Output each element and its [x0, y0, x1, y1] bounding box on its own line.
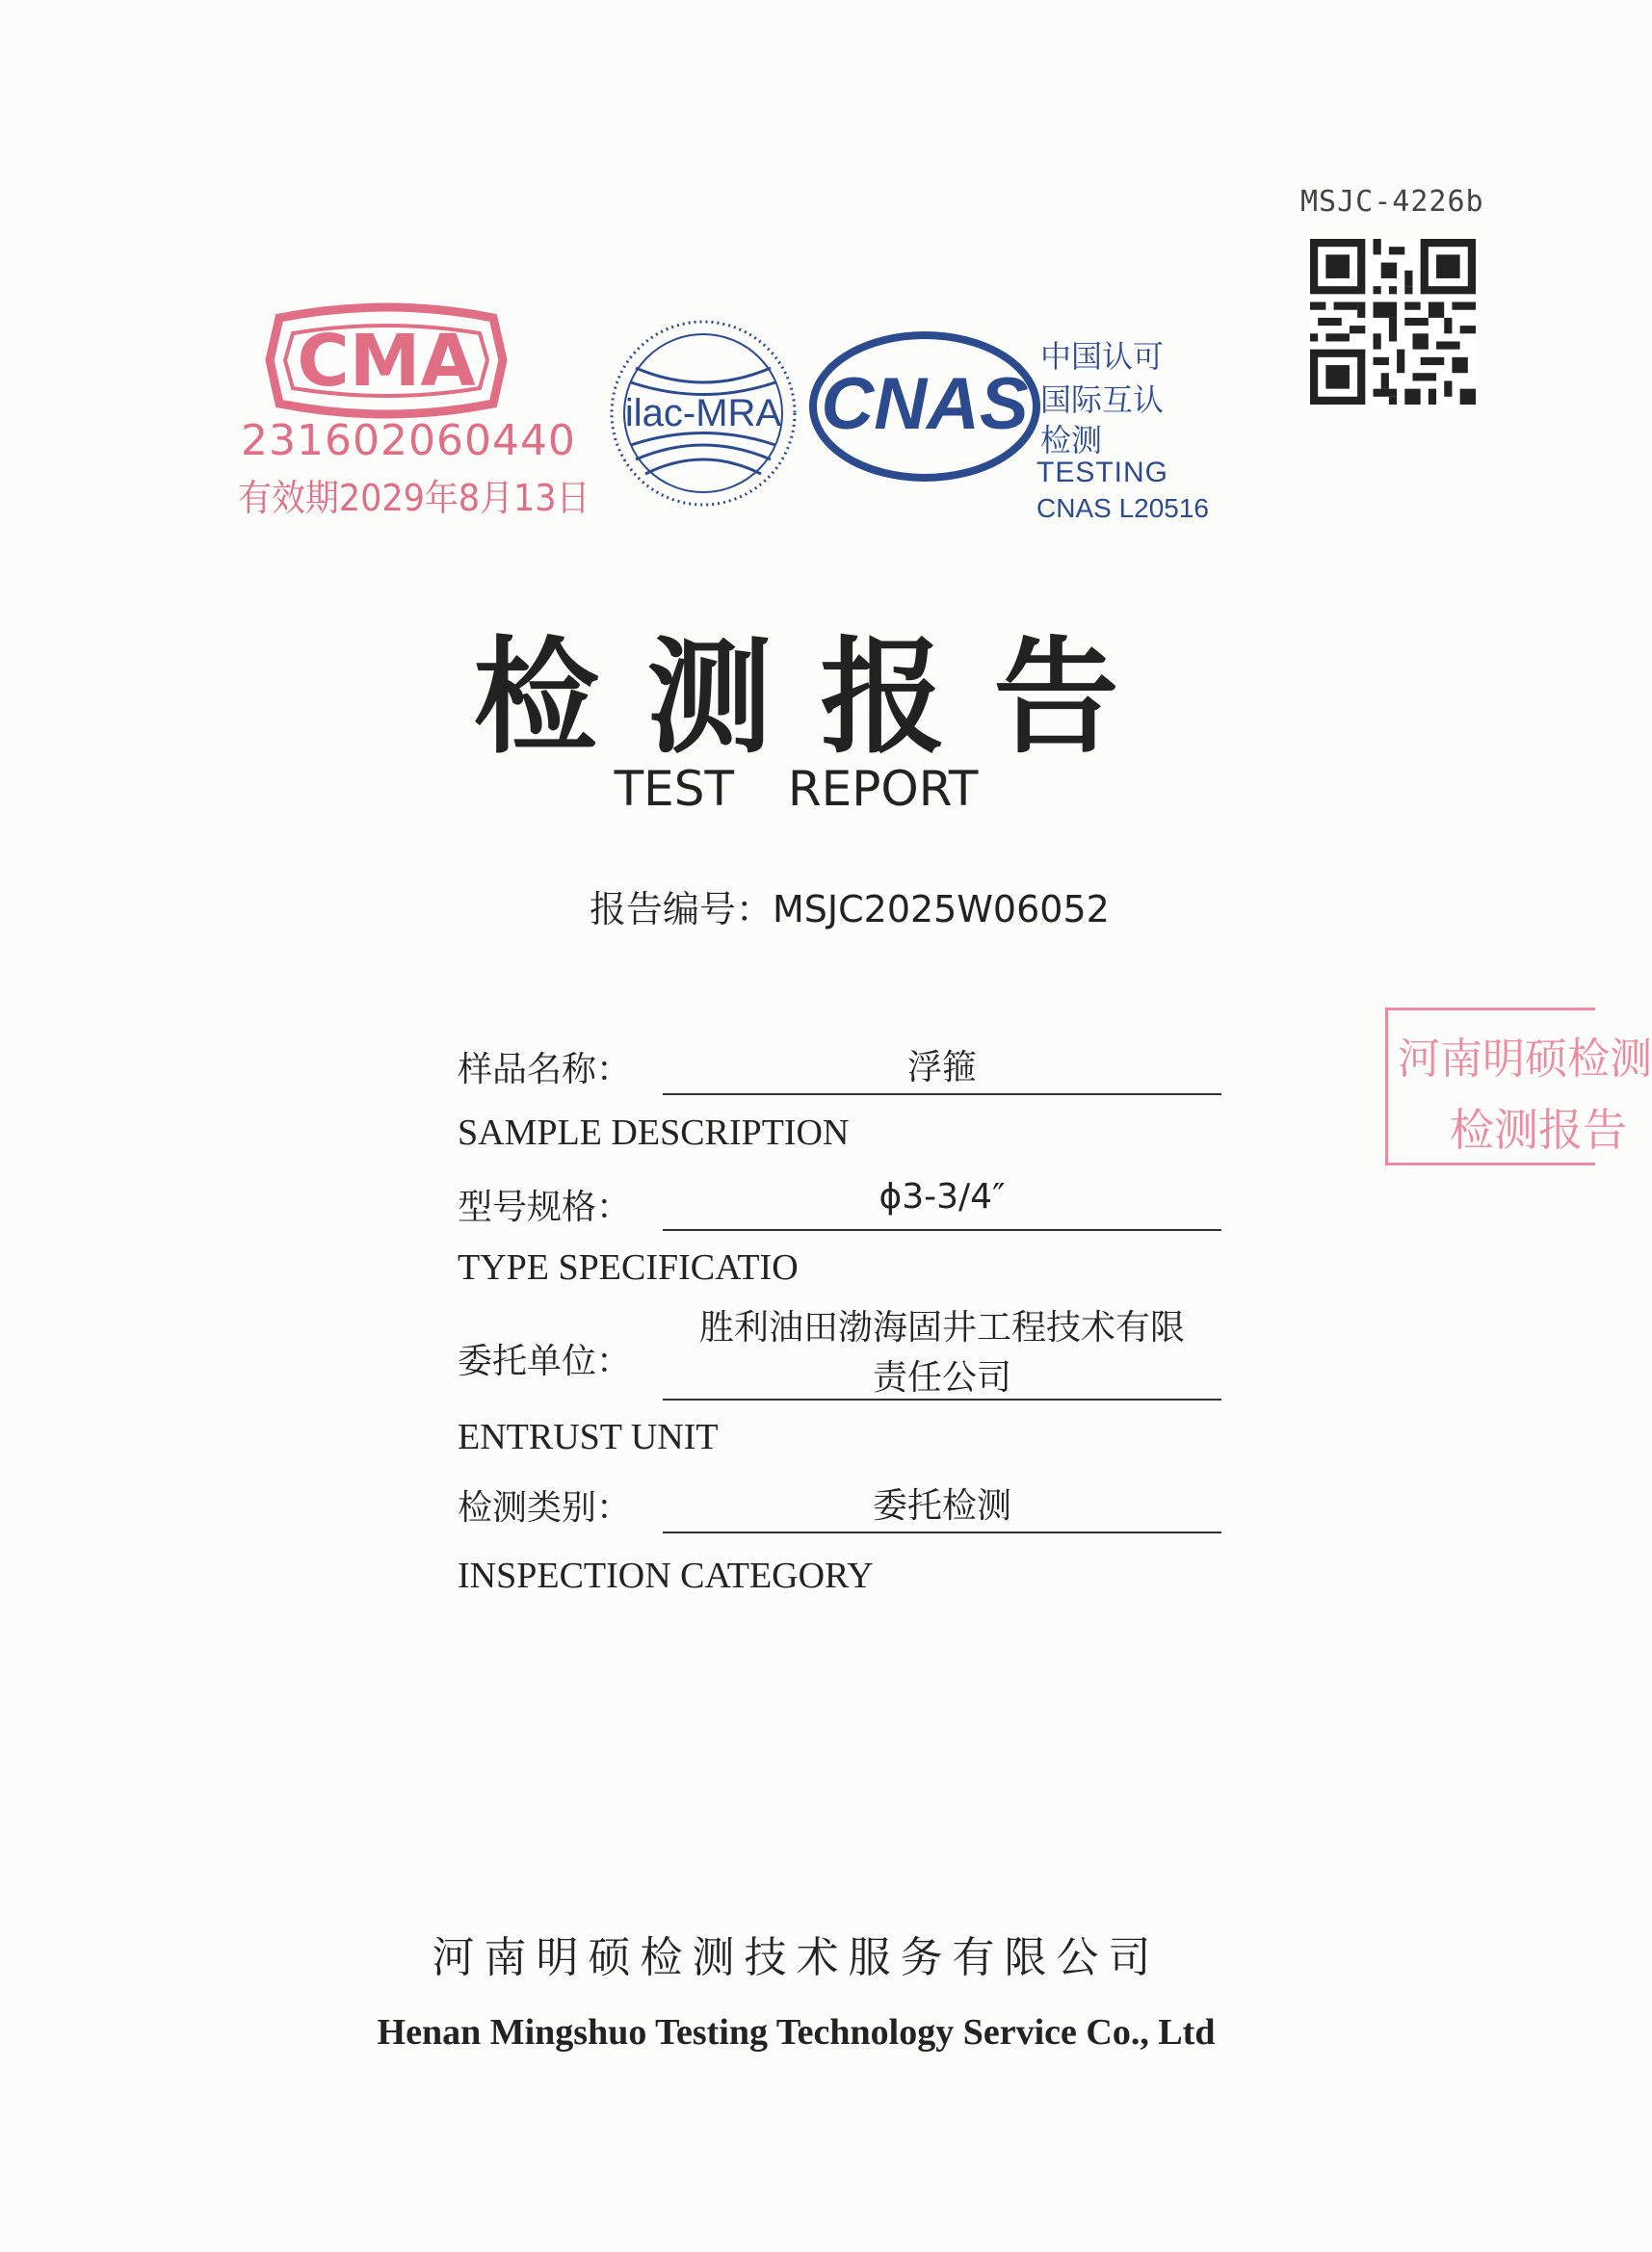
category-label-en: INSPECTION CATEGORY — [458, 1556, 874, 1596]
cnas-text-cn2: 国际互认 — [1040, 381, 1165, 418]
entrust-underline — [663, 1399, 1221, 1401]
type-label-cn: 型号规格： — [458, 1188, 632, 1227]
cma-mark-text: CMA — [297, 320, 476, 403]
ilac-mark-text: ilac-MRA — [624, 392, 782, 434]
company-name-cn: 河南明硕检测技术服务有限公司 — [432, 1933, 1161, 1982]
qr-code — [1310, 239, 1476, 405]
cnas-text-cn3: 检测 — [1040, 422, 1103, 458]
entrust-value-line1: 胜利油田渤海固井工程技术有限 — [698, 1308, 1185, 1348]
cnas-testing: TESTING — [1036, 457, 1169, 488]
type-underline — [663, 1229, 1221, 1231]
type-label-en: TYPE SPECIFICATIO — [458, 1247, 799, 1288]
seam-stamp — [1385, 1008, 1652, 1165]
report-number: 报告编号：MSJC2025W06052 — [590, 888, 1110, 930]
cnas-text-cn1: 中国认可 — [1040, 338, 1165, 375]
sample-label-cn: 样品名称： — [458, 1050, 632, 1089]
title-cn: 检测报告 — [473, 623, 1167, 771]
category-underline — [663, 1532, 1221, 1533]
sample-label-en: SAMPLE DESCRIPTION — [458, 1113, 850, 1153]
title-en: TEST REPORT — [614, 761, 979, 817]
cma-mark — [260, 301, 512, 421]
document-code: MSJC-4226b — [1300, 185, 1484, 219]
entrust-label-cn: 委托单位： — [458, 1342, 632, 1381]
cnas-code: CNAS L20516 — [1036, 493, 1210, 523]
entrust-label-en: ENTRUST UNIT — [458, 1417, 719, 1457]
seam-stamp-line2: 检测报告 — [1450, 1104, 1627, 1156]
entrust-value-line2: 责任公司 — [872, 1358, 1011, 1398]
type-value: ϕ3-3/4″ — [878, 1177, 1006, 1217]
company-name-en: Henan Mingshuo Testing Technology Service Co., Ltd — [377, 2012, 1216, 2053]
category-label-cn: 检测类别： — [458, 1488, 632, 1528]
sample-value: 浮箍 — [906, 1048, 977, 1087]
category-value: 委托检测 — [872, 1486, 1011, 1526]
cnas-logo — [809, 332, 1040, 482]
cnas-mark-text: CNAS — [821, 363, 1029, 445]
ilac-mra-logo — [602, 310, 804, 517]
cma-number: 231602060440 — [241, 416, 576, 465]
sample-underline — [663, 1093, 1221, 1095]
cma-validity: 有效期2029年8月13日 — [238, 477, 590, 519]
seam-stamp-line1: 河南明硕检测 — [1398, 1034, 1652, 1084]
